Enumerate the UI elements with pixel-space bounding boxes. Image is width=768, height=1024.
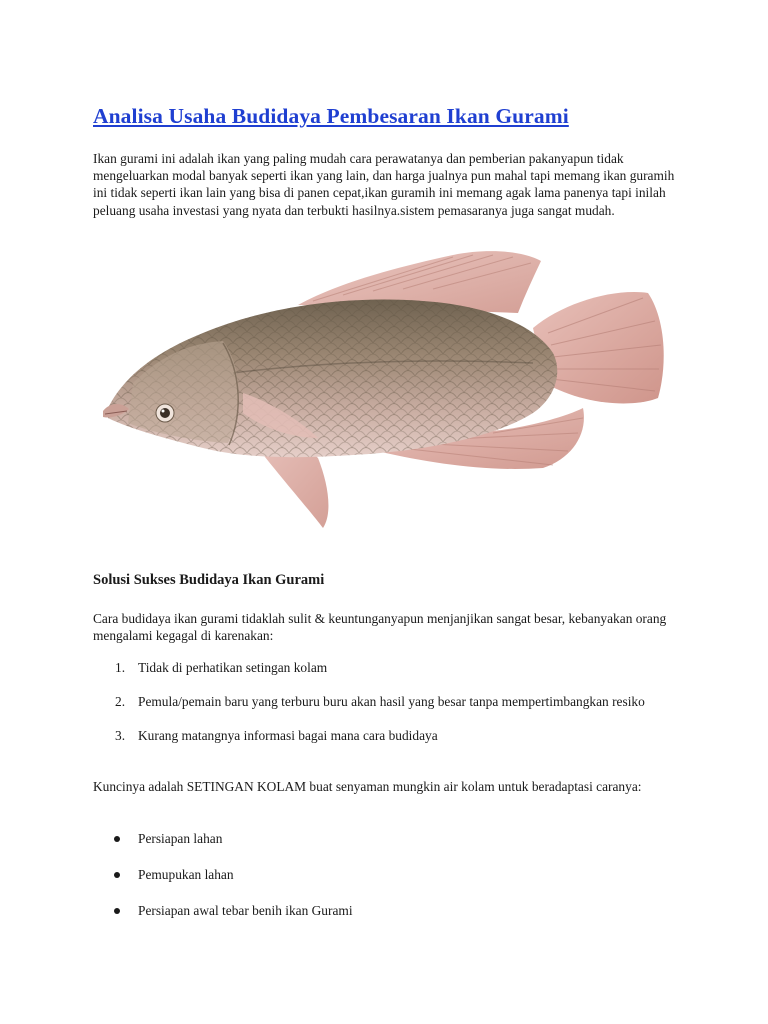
list-item-text: Persiapan lahan — [138, 831, 223, 846]
page-title[interactable]: Analisa Usaha Budidaya Pembesaran Ikan Gurami — [93, 104, 569, 128]
list-number: 1. — [115, 660, 126, 675]
list-item-text: Tidak di perhatikan setingan kolam — [138, 660, 328, 675]
list-item-text: Pemula/pemain baru yang terburu buru akan hasil yang besar tanpa mempertimbangkan resiko — [138, 694, 645, 710]
list-number: 3. — [115, 728, 126, 744]
list-item — [93, 659, 683, 676]
list-item — [93, 727, 683, 744]
bullet-icon — [114, 836, 120, 842]
list-item — [93, 693, 683, 710]
key-paragraph: Kuncinya adalah SETINGAN KOLAM buat senyaman mungkin air kolam untuk beradaptasi caranya: — [93, 779, 642, 794]
list-item — [93, 830, 683, 847]
list-number: 2. — [115, 694, 126, 710]
gourami-fish-image — [93, 233, 675, 549]
list-item — [93, 902, 683, 919]
list-item-text: Persiapan awal tebar benih ikan Gurami — [138, 903, 353, 919]
list-item-text: Pemupukan lahan — [138, 867, 234, 883]
list-item — [93, 866, 683, 883]
preparation-steps-list — [93, 830, 683, 920]
failure-reasons-list — [93, 659, 683, 745]
fish-illustration — [93, 233, 675, 549]
bullet-icon — [114, 908, 120, 914]
intro-paragraph: Ikan gurami ini adalah ikan yang paling mudah cara perawatanya dan pemberian pakanyapun tidak mengeluarkan modal banyak seperti ikan yang lain, dan harga jualnya pun mahal tapi memang ikan guramih ini tidak seperti ikan lain yang bisa di panen cepat,ikan guramih ini memang agak lama panenya tapi inilah peluang usaha investasi yang nyata dan terbukti hasilnya.sistem pemasaranya juga sangat mudah. — [93, 151, 675, 218]
section-heading: Solusi Sukses Budidaya Ikan Gurami — [93, 572, 325, 588]
cause-paragraph: Cara budidaya ikan gurami tidaklah sulit & keuntunganyapun menjanjikan sangat besar, kebanyakan orang mengalami kegagal di karenakan: — [93, 611, 667, 644]
bullet-icon — [114, 872, 120, 878]
list-item-text: Kurang matangnya informasi bagai mana cara budidaya — [138, 728, 438, 744]
